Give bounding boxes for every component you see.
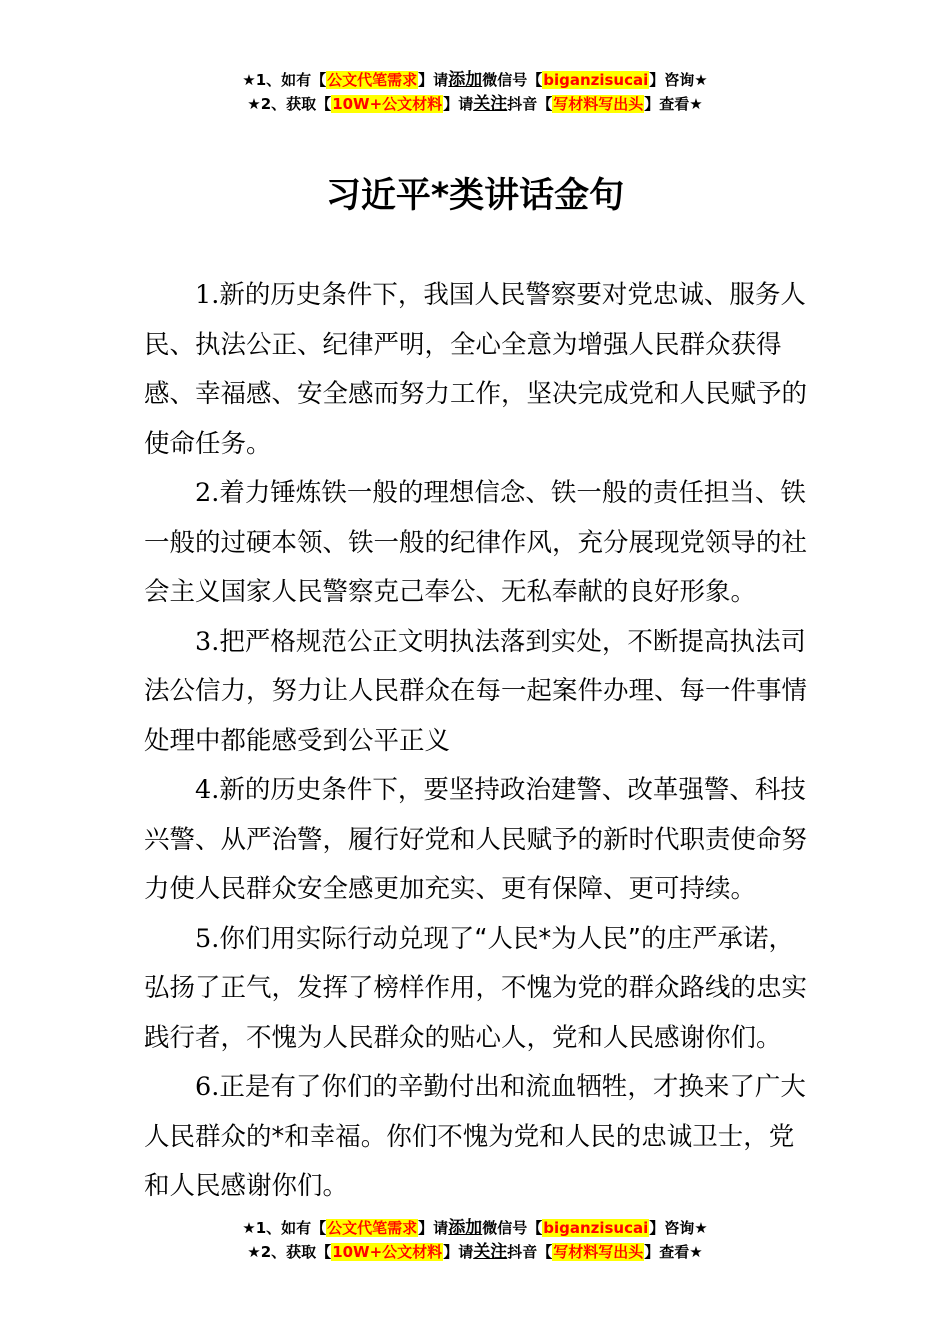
- paragraph-text: 正是有了你们的辛勤付出和流血牺牲，才换来了广大人民群众的*和幸福。你们不愧为党和人民的忠诚卫士，党和人民感谢你们。: [144, 1072, 806, 1201]
- banner-emphasis: 添加: [448, 70, 483, 90]
- banner-text: ★1、如有【: [242, 71, 327, 89]
- paragraph: [144, 915, 812, 1064]
- banner-wechat-id: biganzisucai: [543, 1219, 649, 1237]
- header-banner: [0, 68, 950, 116]
- banner-text: 微信号【: [482, 71, 543, 89]
- paragraph-number: 3.: [195, 626, 220, 657]
- banner-text: 】查看★: [644, 1243, 703, 1261]
- paragraph: [144, 469, 812, 618]
- paragraph: [144, 1063, 812, 1212]
- paragraph-number: 5.: [195, 923, 220, 954]
- banner-text: ★1、如有【: [242, 1219, 327, 1237]
- paragraph: [144, 618, 812, 767]
- banner-emphasis: 添加: [448, 1218, 483, 1238]
- banner-text: 】请: [418, 71, 449, 89]
- banner-text: 抖音【: [507, 95, 553, 113]
- banner-text: ★2、获取【: [247, 1243, 332, 1261]
- banner-text: 】请: [443, 1243, 474, 1261]
- banner-highlight: 公文代笔需求: [327, 1219, 418, 1237]
- footer-banner: [0, 1216, 950, 1264]
- banner-emphasis: 关注: [473, 94, 508, 114]
- paragraph-number: 6.: [195, 1072, 220, 1102]
- banner-highlight: 10W+公文材料: [332, 1243, 443, 1261]
- paragraph-number: 1.: [195, 280, 220, 310]
- document-body: [144, 271, 812, 1212]
- paragraph-text: 着力锤炼铁一般的理想信念、铁一般的责任担当、铁一般的过硬本领、铁一般的纪律作风，充分展现党领导的社会主义国家人民警察克己奉公、无私奉献的良好形象。: [144, 478, 808, 607]
- banner-douyin-account: 写材料写出头: [553, 95, 644, 113]
- paragraph-text: 把严格规范公正文明执法落到实处，不断提高执法司法公信力，努力让人民群众在每一起案件办理、每一件事情处理中都能感受到公平正义: [144, 626, 808, 756]
- banner-emphasis: 关注: [473, 1242, 508, 1262]
- document-title: 习近平*类讲话金句: [325, 176, 625, 216]
- banner-douyin-account: 写材料写出头: [553, 1243, 644, 1261]
- paragraph: [144, 766, 812, 915]
- banner-text: 抖音【: [507, 1243, 553, 1261]
- paragraph-number: 2.: [195, 478, 220, 508]
- banner-line-2: [0, 92, 950, 116]
- banner-text: 】查看★: [644, 95, 703, 113]
- paragraph-text: 你们用实际行动兑现了“人民*为人民”的庄严承诺，弘扬了正气，发挥了榜样作用，不愧为党的群众路线的忠实践行者，不愧为人民群众的贴心人，党和人民感谢你们。: [144, 923, 808, 1053]
- paragraph-number: 4.: [195, 775, 220, 805]
- banner-highlight: 公文代笔需求: [327, 71, 418, 89]
- banner-text: ★2、获取【: [247, 95, 332, 113]
- banner-text: 】咨询★: [649, 71, 708, 89]
- banner-line-1: [0, 1216, 950, 1240]
- banner-line-2: [0, 1240, 950, 1264]
- paragraph: [144, 271, 812, 469]
- banner-text: 】请: [418, 1219, 449, 1237]
- banner-wechat-id: biganzisucai: [543, 71, 649, 89]
- paragraph-text: 新的历史条件下，我国人民警察要对党忠诚、服务人民、执法公正、纪律严明，全心全意为增强人民群众获得感、幸福感、安全感而努力工作，坚决完成党和人民赋予的使命任务。: [144, 280, 808, 459]
- banner-line-1: [0, 68, 950, 92]
- banner-text: 】请: [443, 95, 474, 113]
- banner-text: 】咨询★: [649, 1219, 708, 1237]
- banner-text: 微信号【: [482, 1219, 543, 1237]
- banner-highlight: 10W+公文材料: [332, 95, 443, 113]
- paragraph-text: 新的历史条件下，要坚持政治建警、改革强警、科技兴警、从严治警，履行好党和人民赋予的新时代职责使命努力使人民群众安全感更加充实、更有保障、更可持续。: [144, 775, 808, 904]
